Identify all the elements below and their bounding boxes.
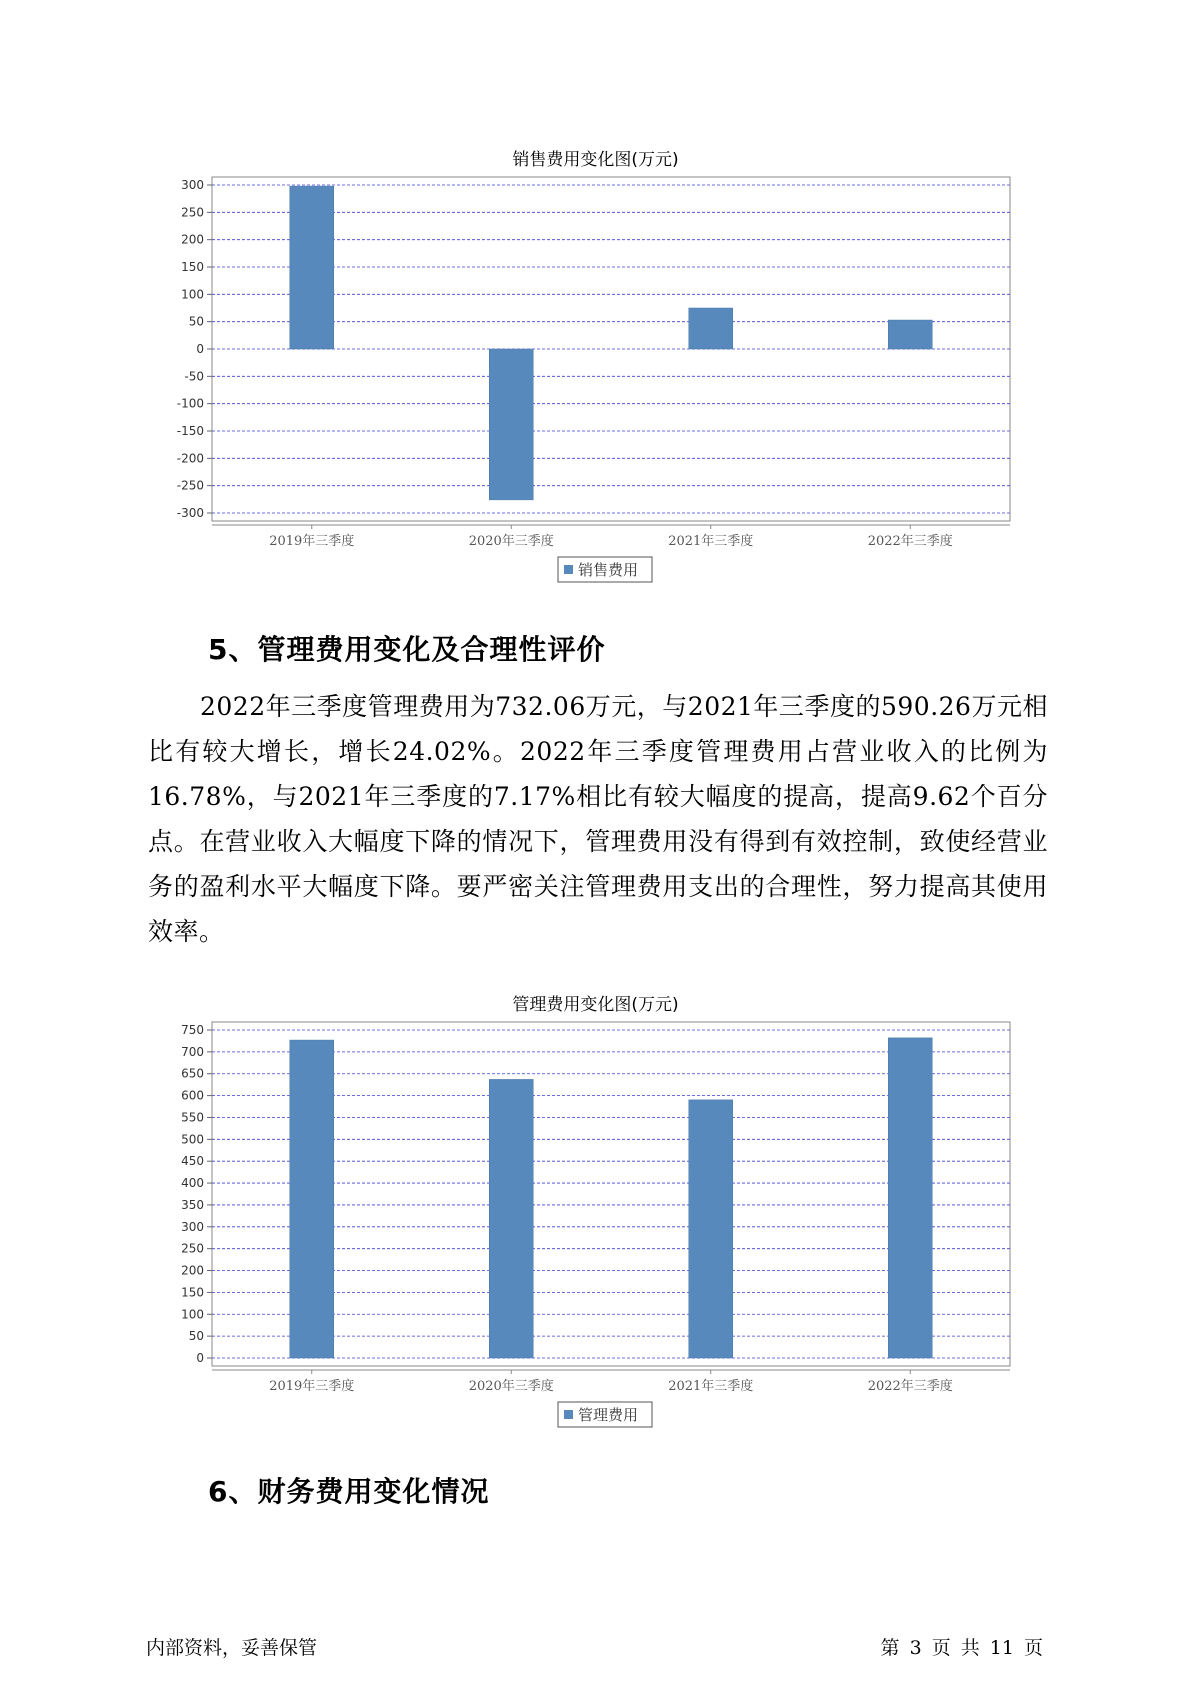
legend-label: 销售费用 — [578, 561, 639, 579]
bar — [290, 186, 334, 349]
x-tick-label: 2021年三季度 — [668, 1379, 754, 1394]
y-tick-label: 550 — [181, 1110, 204, 1125]
sales-expense-chart — [0, 165, 1191, 595]
y-tick-label: 100 — [181, 287, 204, 302]
y-tick-label: 300 — [181, 178, 204, 192]
y-tick-label: 200 — [181, 1263, 204, 1278]
section-5-heading: 5、管理费用变化及合理性评价 — [208, 633, 606, 666]
y-tick-label: 500 — [181, 1132, 204, 1147]
chart-title-admin: 管理费用变化图(万元) — [512, 995, 679, 1015]
x-tick-label: 2020年三季度 — [468, 534, 554, 549]
y-tick-label: -200 — [176, 451, 204, 466]
section-6-heading: 6、财务费用变化情况 — [208, 1475, 490, 1508]
y-tick-label: 50 — [188, 1329, 204, 1344]
admin-expense-chart — [0, 1010, 1191, 1440]
y-tick-label: 600 — [181, 1088, 204, 1103]
y-tick-label: 50 — [188, 314, 204, 329]
footer-confidential: 内部资料，妥善保管 — [146, 1637, 318, 1659]
y-tick-label: 650 — [181, 1066, 204, 1081]
y-tick-label: 0 — [196, 1351, 204, 1365]
bar — [689, 1100, 733, 1358]
y-tick-label: 200 — [181, 232, 204, 247]
legend-swatch — [564, 1410, 573, 1419]
y-tick-label: 150 — [181, 1285, 204, 1300]
bar — [489, 349, 533, 500]
bar — [888, 320, 932, 349]
x-tick-label: 2019年三季度 — [269, 534, 355, 549]
y-tick-label: 250 — [181, 1241, 204, 1256]
y-tick-label: -250 — [176, 478, 204, 493]
y-tick-label: 150 — [181, 260, 204, 274]
y-tick-label: 750 — [181, 1023, 204, 1037]
y-tick-label: -50 — [184, 369, 204, 384]
x-tick-label: 2022年三季度 — [867, 534, 953, 549]
bar — [689, 308, 733, 349]
section-5-paragraph: 2022年三季度管理费用为732.06万元，与2021年三季度的590.26万元相比有较大增长，增长24.02%。2022年三季度管理费用占营业收入的比例为16.78%，与2021年三季度的7.17%相比有较大幅度的提高，提高9.62个百分点。在营业收入大幅度下降的情况下，管理费用没有得到有效控制，致使经营业务的盈利水平大幅度下降。要严密关注管理费用支出的合理性，努力提高其使用效率。 — [148, 692, 1048, 946]
y-tick-label: 0 — [196, 342, 204, 356]
y-tick-label: 450 — [181, 1154, 204, 1169]
x-tick-label: 2022年三季度 — [867, 1379, 953, 1394]
bar — [290, 1040, 334, 1358]
y-tick-label: 350 — [181, 1197, 204, 1212]
y-tick-label: -300 — [176, 506, 204, 520]
bar — [888, 1038, 932, 1358]
x-tick-label: 2019年三季度 — [269, 1379, 355, 1394]
y-tick-label: 300 — [181, 1219, 204, 1234]
legend-swatch — [564, 565, 573, 574]
footer-page-number: 第 3 页 共 11 页 — [880, 1637, 1043, 1659]
y-tick-label: 700 — [181, 1044, 204, 1059]
y-tick-label: 100 — [181, 1307, 204, 1322]
y-tick-label: 250 — [181, 205, 204, 220]
y-tick-label: -100 — [176, 396, 204, 411]
y-tick-label: 400 — [181, 1176, 204, 1191]
chart-title-sales: 销售费用变化图(万元) — [512, 150, 679, 170]
x-tick-label: 2021年三季度 — [668, 534, 754, 549]
bar — [489, 1079, 533, 1358]
x-tick-label: 2020年三季度 — [468, 1379, 554, 1394]
y-tick-label: -150 — [176, 424, 204, 438]
legend-label: 管理费用 — [578, 1406, 639, 1424]
